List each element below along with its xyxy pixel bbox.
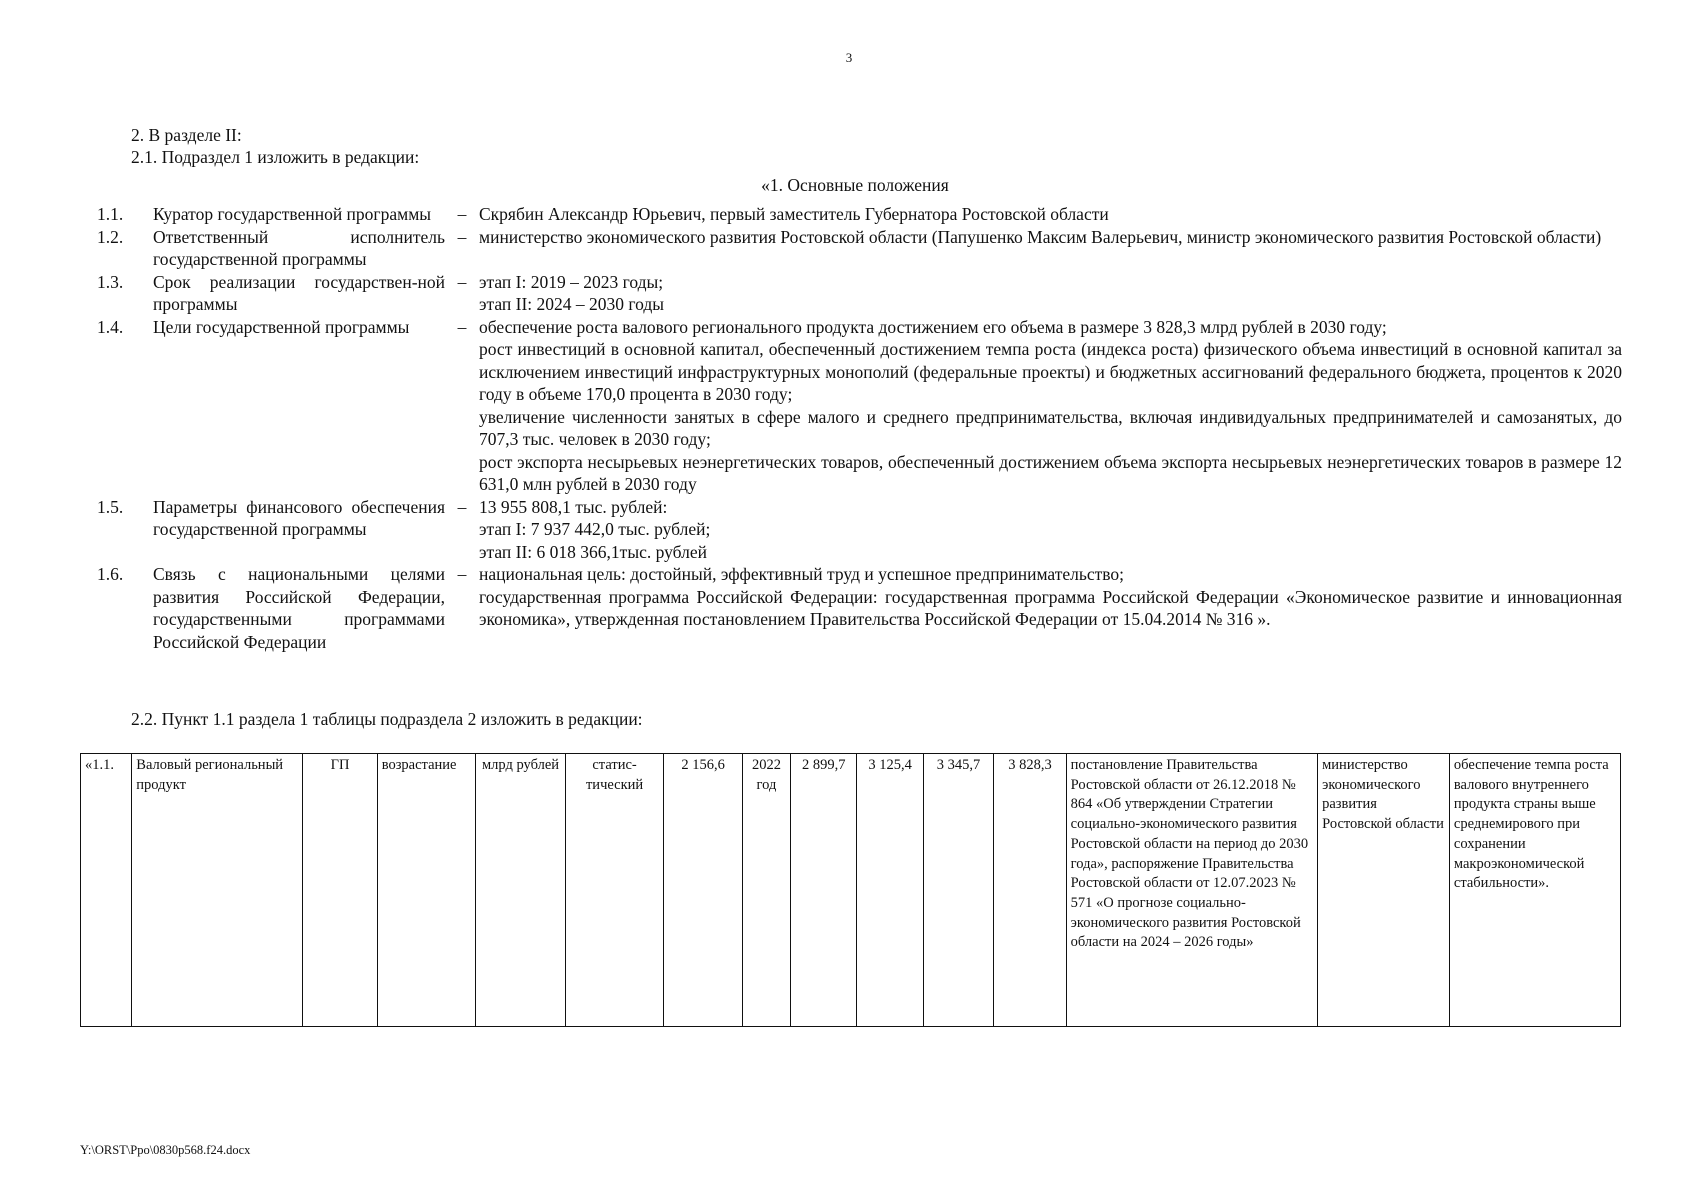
- param-value: [479, 563, 1622, 631]
- param-row-goals: [97, 316, 1622, 496]
- param-row-finance: [97, 496, 1622, 564]
- param-label: Цели государственной программы: [153, 316, 410, 337]
- cell-value-3: 3 345,7: [923, 754, 993, 1027]
- param-value-line: национальная цель: достойный, эффективный труд и успешное предпринимательство;: [479, 564, 1125, 584]
- param-label: Срок реализации государствен-ной программы: [153, 271, 445, 314]
- param-value-line: этап II: 6 018 366,1тыс. рублей: [479, 541, 707, 562]
- param-value-line: этап I: 2019 – 2023 годы;: [479, 271, 664, 292]
- param-row-curator: [97, 203, 1622, 226]
- cell-base-value: 2 156,6: [664, 754, 742, 1027]
- param-value: [479, 226, 1622, 249]
- param-dash: –: [457, 226, 467, 247]
- subsection-heading: 2.2. Пункт 1.1 раздела 1 таблицы подраздела 2 изложить в редакции:: [131, 709, 643, 729]
- param-value-line: увеличение численности занятых в сфере малого и среднего предпринимательства, включая индивидуальных предпринимателей и самозанятых, до 707,3 тыс. человек в 2030 году;: [479, 406, 1622, 449]
- param-value-line: этап II: 2024 – 2030 годы: [479, 294, 665, 314]
- param-dash: –: [457, 564, 467, 584]
- cell-base-year: 2022 год: [742, 754, 790, 1027]
- param-label: Ответственный исполнитель государственной программы: [153, 226, 445, 269]
- section-title: «1. Основные положения: [761, 175, 949, 195]
- table-row: [81, 754, 1621, 1027]
- cell-direction: возрастание: [377, 754, 476, 1027]
- param-value-line: рост инвестиций в основной капитал, обеспеченный достижением темпа роста (индекса роста) физического объема инвестиций в основной капитал за исключением инвестиций инфраструктурных монополий (федеральные проекты) и бюджетных ассигнований федерального бюджета, процентов к 2020 году в объеме 170,0 процента в 2030 году;: [479, 339, 1622, 404]
- cell-indicator-type: статис-тический: [565, 754, 664, 1027]
- param-label: Параметры финансового обеспечения государственной программы: [153, 496, 445, 539]
- param-value: [479, 496, 1622, 564]
- param-value-line: министерство экономического развития Ростовской области (Папушенко Максим Валерьевич, министр экономического развития Ростовской области): [479, 226, 1602, 247]
- param-number: 1.4.: [97, 316, 124, 337]
- footer-file-path: Y:\ORST\Ppo\0830p568.f24.docx: [80, 1143, 251, 1157]
- param-dash: –: [457, 204, 467, 224]
- param-row-national-goals: [97, 563, 1622, 653]
- cell-indicator-name: Валовый региональный продукт: [132, 754, 303, 1027]
- intro-line-2: 2.1. Подраздел 1 изложить в редакции:: [131, 147, 420, 167]
- cell-level: ГП: [303, 754, 377, 1027]
- param-value-line: этап I: 7 937 442,0 тыс. рублей;: [479, 519, 711, 539]
- param-value: [479, 316, 1622, 496]
- param-label: Куратор государственной программы: [153, 204, 432, 224]
- param-number: 1.5.: [97, 496, 124, 517]
- param-value: [479, 271, 1622, 316]
- param-number: 1.1.: [97, 204, 124, 224]
- param-dash: –: [457, 271, 467, 292]
- intro-line-1: 2. В разделе II:: [131, 125, 242, 145]
- param-number: 1.2.: [97, 226, 124, 247]
- cell-value-2: 3 125,4: [857, 754, 923, 1027]
- param-dash: –: [457, 496, 467, 517]
- cell-document: постановление Правительства Ростовской области от 26.12.2018 № 864 «Об утверждении Стратегии социально-экономического развития Ростовской области на период до 2030 года», распоряжение Правительства Ростовской области от 12.07.2023 № 571 «О прогнозе социально-экономического развития Ростовской области на 2024 – 2026 годы»: [1066, 754, 1317, 1027]
- param-label: Связь с национальными целями развития Российской Федерации, государственными программами Российской Федерации: [153, 564, 445, 652]
- cell-link-to-goals: обеспечение темпа роста валового внутреннего продукта страны выше среднемирового при сохранении макроэкономической стабильности».: [1449, 754, 1620, 1027]
- cell-value-1: 2 899,7: [791, 754, 857, 1027]
- param-value-line: Скрябин Александр Юрьевич, первый заместитель Губернатора Ростовской области: [479, 204, 1109, 224]
- param-row-executor: [97, 226, 1622, 271]
- cell-responsible: министерство экономического развития Ростовской области: [1318, 754, 1450, 1027]
- param-value-line: рост экспорта несырьевых неэнергетических товаров, обеспеченный достижением объема экспорта несырьевых неэнергетических товаров в размере 12 631,0 млн рублей в 2030 году: [479, 451, 1622, 494]
- param-number: 1.3.: [97, 271, 124, 292]
- cell-unit: млрд рублей: [476, 754, 566, 1027]
- cell-number: «1.1.: [81, 754, 132, 1027]
- indicator-table: [80, 753, 1621, 1027]
- param-value-line: обеспечение роста валового регионального продукта достижением его объема в размере 3 828,3 млрд рублей в 2030 году;: [479, 316, 1387, 337]
- cell-value-4: 3 828,3: [994, 754, 1066, 1027]
- page-number: 3: [845, 50, 853, 65]
- param-value-line: 13 955 808,1 тыс. рублей:: [479, 496, 668, 517]
- param-row-term: [97, 271, 1622, 316]
- params-list: [97, 203, 1622, 653]
- param-value-line: государственная программа Российской Федерации: государственная программа Российской Федерации «Экономическое развитие и инновационная экономика», утвержденная постановлением Правительства Российской Федерации от 15.04.2014 № 316 ».: [479, 586, 1622, 629]
- param-number: 1.6.: [97, 564, 124, 584]
- param-value: [479, 203, 1622, 226]
- param-dash: –: [457, 316, 467, 337]
